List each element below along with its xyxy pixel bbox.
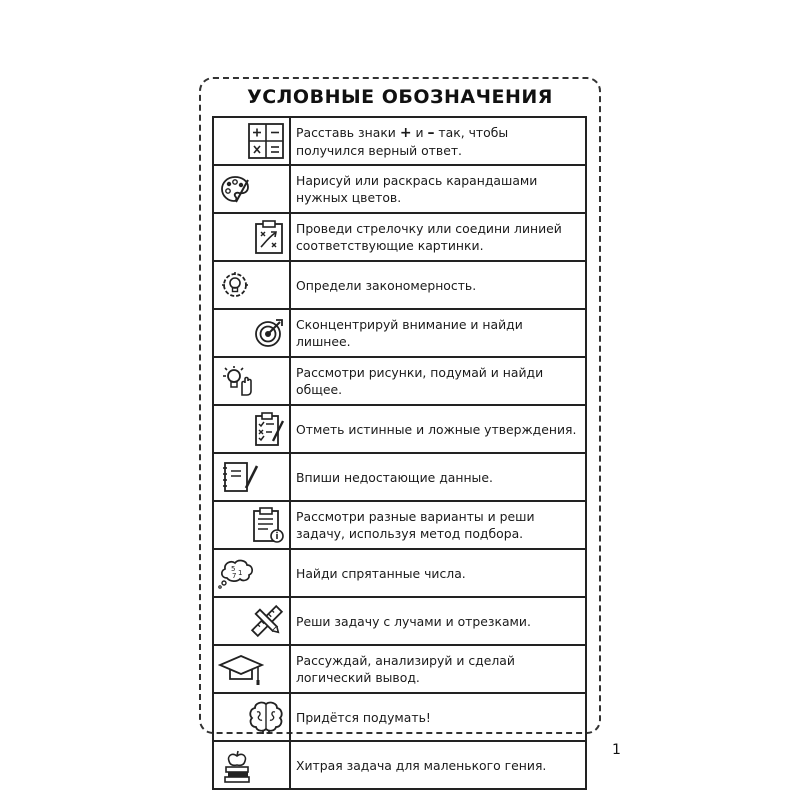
page-number: 1 <box>612 742 621 758</box>
legend-description: Рассуждай, анализируй и сделай логический вывод. <box>290 645 586 693</box>
legend-description: Придётся подумать! <box>290 693 586 741</box>
page-title: УСЛОВНЫЕ ОБОЗНАЧЕНИЯ <box>247 86 553 108</box>
palette-icon <box>220 179 250 198</box>
legend-row <box>213 309 586 357</box>
legend-description: Реши задачу с лучами и отрезками. <box>290 597 586 645</box>
legend-description: Расставь знаки + и – так, чтобы получился верный ответ. <box>290 117 586 165</box>
legend-description: Рассмотри рисунки, подумай и найди общее. <box>290 357 586 405</box>
legend-row <box>213 453 586 501</box>
legend-row <box>213 117 586 165</box>
legend-row <box>213 549 586 597</box>
calculator-signs-icon <box>247 131 285 150</box>
legend-description: Найди спрятанные числа. <box>290 549 586 597</box>
cloud-number: 7 <box>232 572 237 580</box>
idea-hand-icon <box>220 371 254 390</box>
cloud-number: 5 <box>231 565 236 573</box>
legend-description: Нарисуй или раскрась карандашами нужных цветов. <box>290 165 586 213</box>
legend-row <box>213 693 586 741</box>
legend-row <box>213 645 586 693</box>
books-apple-icon <box>223 755 251 774</box>
legend-row <box>213 741 586 789</box>
legend-table <box>212 116 587 790</box>
legend-description: Рассмотри разные варианты и реши задачу, используя метод подбора. <box>290 501 586 549</box>
legend-row <box>213 597 586 645</box>
legend-description: Впиши недостающие данные. <box>290 453 586 501</box>
legend-row <box>213 165 586 213</box>
lightbulb-gear-icon <box>220 275 250 294</box>
ruler-pencil-icon <box>249 611 285 630</box>
legend-row <box>213 261 586 309</box>
legend-row <box>213 405 586 453</box>
legend-row <box>213 357 586 405</box>
legend-description: Сконцентрируй внимание и найди лишнее. <box>290 309 586 357</box>
brain-icon <box>247 707 285 726</box>
legend-description: Хитрая задача для маленького гения. <box>290 741 586 789</box>
checklist-pencil-icon <box>253 419 285 438</box>
clipboard-arrow-icon <box>253 227 285 246</box>
thought-cloud-numbers-icon <box>217 563 257 582</box>
clipboard-info-icon <box>251 515 285 534</box>
graduation-cap-icon <box>218 659 264 678</box>
target-icon <box>253 323 285 342</box>
legend-row <box>213 501 586 549</box>
legend-description: Определи закономерность. <box>290 261 586 309</box>
legend-description: Отметь истинные и ложные утверждения. <box>290 405 586 453</box>
legend-row <box>213 213 586 261</box>
cloud-number: 1 <box>238 569 243 577</box>
legend-description: Проведи стрелочку или соедини линией соответствующие картинки. <box>290 213 586 261</box>
notebook-pencil-icon <box>220 467 260 486</box>
